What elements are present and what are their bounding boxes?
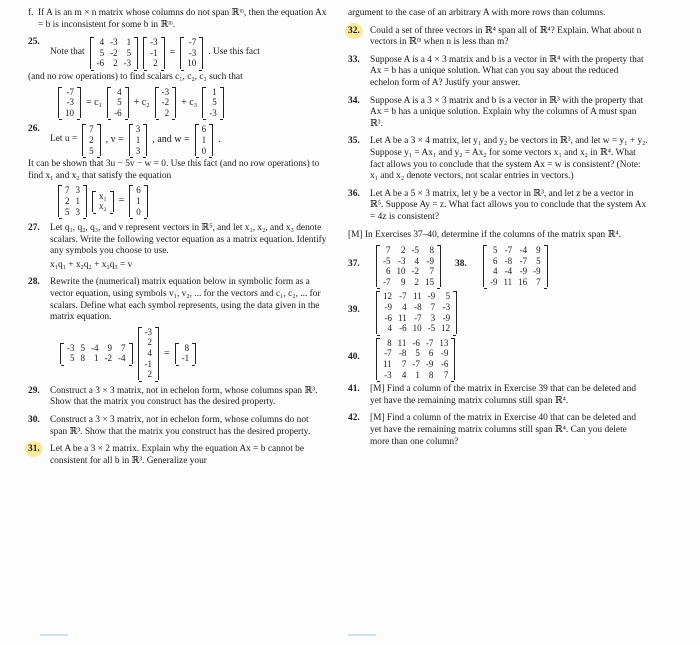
exercise-number: 27.	[28, 223, 40, 234]
exercise-number: 29.	[28, 385, 40, 396]
lead-text: Let u =	[50, 134, 78, 145]
tail-text: . Use this fact	[208, 47, 260, 58]
matrix-entry: 2	[113, 58, 118, 69]
matrix-entry: 8	[80, 353, 85, 364]
matrix	[92, 191, 114, 212]
matrix-entry: 8	[428, 369, 434, 380]
exercise-number: 31.	[28, 444, 40, 455]
exercise-text: Could a set of three vectors in ℝ⁴ span all of ℝ⁴? Explain. What about n vectors in ℝᵐ when n is less than m?	[370, 25, 642, 48]
exercise-number: 30.	[28, 415, 40, 425]
matrix-entry: 12	[383, 291, 392, 302]
matrix-entry: -7	[519, 255, 528, 266]
matrix-entry: 2	[164, 107, 170, 118]
matrix-entry: 8	[429, 245, 434, 256]
matrix-entry: 7	[401, 359, 407, 370]
matrix-entry: -7	[399, 291, 407, 302]
matrix-entry: 10	[412, 323, 422, 334]
matrix-entry: 4	[402, 302, 407, 313]
equation-row: 7 3 2 1 5 3 x₁ x₂ = 6 1 0	[58, 185, 328, 217]
matrix-entry: 9	[536, 245, 541, 256]
exercise-42	[348, 413, 648, 448]
matrix-entry: 5	[80, 342, 85, 353]
section-intro: [M] In Exercises 37–40, determine if the columns of the matrix span ℝ⁴.	[348, 229, 621, 240]
exercise-32	[348, 26, 648, 49]
matrix-entry: 1	[135, 134, 141, 145]
matrix-entry: 6	[136, 185, 141, 196]
matrix-entry: 5	[212, 97, 217, 108]
matrix-entry: 1	[94, 353, 99, 364]
matrix-entry: 8	[387, 337, 392, 348]
matrix-entry: -8	[414, 302, 422, 313]
exercise-text: [M] Find a column of the matrix in Exercise 40 that can be deleted and yet have the remaining matrix columns still span ℝ⁴. Can you delete more than one column?	[370, 413, 637, 447]
matrix-entry: -7	[425, 337, 434, 348]
matrix-entry: 5	[89, 145, 94, 156]
matrix-entry: 3	[430, 312, 436, 323]
matrix-entry: 7	[65, 185, 70, 196]
exercise-number: 40.	[348, 351, 360, 362]
right-column	[348, 8, 648, 454]
matrix-entry: -7	[414, 312, 422, 323]
matrix-entry: -5	[411, 245, 419, 256]
matrix-entry: 5	[493, 245, 498, 256]
matrix-entry: -3	[398, 255, 406, 266]
matrix-entry: 2	[401, 245, 406, 256]
matrix-entry: -4	[91, 342, 99, 353]
matrix-entry: -9	[426, 255, 434, 266]
exercise-text: (and no row operations) to find scalars c₁, c₂, c₃ such that	[28, 71, 243, 82]
matrix-entry: 4	[117, 86, 122, 97]
exercise-text: [M] Find a column of the matrix in Exercise 39 that can be deleted and yet have the remaining matrix columns still span ℝ⁴.	[370, 384, 637, 406]
matrix-entry: -4	[504, 266, 513, 277]
matrix-entry: -9	[384, 302, 392, 313]
matrix-entry: 2	[153, 58, 158, 69]
matrix-entry: -9	[533, 266, 541, 277]
matrix-entry: -4	[519, 245, 528, 256]
exercise-number: 28.	[28, 277, 40, 288]
exercise-41	[348, 384, 648, 407]
exercise-text: Construct a 3 × 3 matrix, not in echelon form, whose columns span ℝ³. Show that the matrix you construct has the desired property.	[50, 385, 318, 408]
exercise-number: 25.	[28, 37, 40, 48]
matrix-entry: 3	[75, 206, 80, 217]
matrix-entry: 11	[413, 291, 422, 302]
matrix	[60, 343, 133, 364]
matrix-entry: 11	[398, 312, 407, 323]
matrix-entry: 10	[65, 107, 74, 118]
matrix-entry: -3	[384, 369, 392, 380]
equation-row: Note that 4 -3 1 5 -2 5 -6 2 -3 -3 -1 2 = -7 -3 10 . Use this fact	[50, 37, 260, 69]
matrix-entry: 2	[89, 134, 94, 145]
matrix-entry: -7	[384, 348, 392, 359]
exercise-text: Let q₁, q₂, q₃, and v represent vectors in ℝ⁵, and let x₁, x₂, and x₃ denote scalars. Write the following vector equation as a matrix equation. Identify any symbols you choose to use.	[50, 223, 327, 257]
matrix-entry: 11	[503, 276, 513, 287]
matrix-entry: -3	[150, 37, 158, 48]
matrix-entry: 7	[536, 276, 541, 287]
equation-row: -7 -3 10 = c₁ 4 5 -6 + c₂ -3 -2 2 + c₃ 1 5 -3	[58, 87, 328, 119]
exercise-25	[28, 37, 328, 118]
matrix-entry: 8	[184, 342, 190, 353]
exercise-f	[28, 8, 328, 31]
exercise-33	[348, 55, 648, 90]
matrix-entry: 0	[201, 145, 207, 156]
matrix-entry: -3	[110, 37, 118, 48]
matrix-entry: -9	[425, 359, 434, 370]
matrix-entry: 7	[430, 302, 436, 313]
exercise-37-38	[348, 245, 648, 287]
exercise-text: Rewrite the (numerical) matrix equation below in symbolic form as a vector equation, using symbols v₁, v₂, ... for the vectors and c₁, c₂, ... for scalars. Define what each symbol represents, using the data given in the matrix equation.	[50, 277, 321, 323]
exercise-text: Construct a 3 × 3 matrix, not in echelon form, whose columns do not span ℝ³. Show that the matrix you construct has the desired property.	[50, 415, 311, 437]
matrix	[107, 87, 129, 119]
matrix-entry: 3	[75, 185, 80, 196]
matrix-entry: -2	[110, 47, 118, 58]
equation-row: Let u = 7 2 5 , v = 3 1 3 , and w = 6 1 0 .	[50, 124, 221, 156]
matrix-entry: 4	[414, 255, 419, 266]
matrix-entry: 2	[147, 369, 152, 380]
matrix-entry: -3	[123, 58, 132, 69]
matrix-entry: -3	[188, 47, 197, 58]
matrix-entry: -1	[181, 353, 190, 364]
exercise-29	[28, 386, 328, 409]
matrix-entry: -3	[442, 302, 451, 313]
page-rule	[348, 634, 376, 636]
matrix-entry: 7	[386, 245, 391, 256]
matrix-entry: -6	[114, 107, 122, 118]
matrix-entry: -9	[442, 312, 451, 323]
matrix-entry: -9	[440, 348, 449, 359]
matrix-entry: 5	[536, 255, 541, 266]
matrix-entry: 11	[397, 337, 407, 348]
matrix-entry: -4	[118, 353, 126, 364]
matrix-entry: 16	[518, 276, 528, 287]
matrix-entry: -7	[412, 359, 420, 370]
matrix-entry: -8	[398, 348, 407, 359]
page-rule	[40, 634, 68, 636]
matrix	[195, 124, 214, 156]
matrix-entry: 11	[383, 359, 392, 370]
matrix-entry: 5	[65, 206, 70, 217]
matrix-entry: 2	[65, 195, 70, 206]
matrix	[180, 37, 203, 69]
matrix-entry: -2	[104, 353, 112, 364]
lead-text: Note that	[50, 47, 85, 58]
matrix-entry: -8	[504, 255, 513, 266]
exercise-34	[348, 96, 648, 131]
matrix	[82, 124, 101, 156]
continued-text: argument to the case of an arbitrary A with more rows than columns.	[348, 8, 606, 18]
exercise-text: Suppose A is a 4 × 3 matrix and b is a vector in ℝ⁴ with the property that Ax = b has a unique solution. What can you say about the reduced echelon form of A? Justify your answer.	[370, 54, 644, 88]
matrix-entry: 0	[136, 206, 141, 217]
exercise-number: 37.	[348, 259, 360, 270]
matrix-entry: -7	[188, 37, 197, 48]
matrix-entry: 7	[89, 124, 94, 135]
matrix-entry: 12	[441, 323, 451, 334]
matrix-entry: -7	[383, 276, 391, 287]
matrix-entry: -2	[411, 266, 419, 277]
matrix-entry: -9	[490, 276, 498, 287]
matrix	[202, 87, 224, 119]
matrix-entry: -6	[440, 359, 449, 370]
exercise-27	[28, 223, 328, 271]
matrix-entry: -7	[504, 245, 513, 256]
matrix	[143, 37, 165, 69]
matrix-entry: -7	[66, 86, 74, 97]
equation: x₁q₁ + x₂q₂ + x₃q₃ = v	[50, 259, 133, 270]
matrix-entry: -2	[161, 97, 170, 108]
exercise-number: 42.	[348, 413, 360, 424]
matrix-entry: 5	[117, 97, 122, 108]
matrix-entry: 4	[147, 348, 152, 359]
matrix-entry: 5	[70, 353, 75, 364]
exercise-number: 34.	[348, 95, 360, 106]
exercise-39	[348, 291, 648, 333]
exercise-35	[348, 136, 648, 182]
matrix-entry: 9	[401, 276, 406, 287]
matrix-entry: 5	[415, 348, 420, 359]
matrix-entry: -6	[399, 323, 407, 334]
exercise-31	[28, 444, 328, 467]
exercise-number: 35.	[348, 136, 360, 147]
matrix-entry: -3	[161, 86, 170, 97]
matrix	[175, 343, 197, 364]
matrix	[376, 245, 441, 287]
matrix-entry: -5	[427, 323, 436, 334]
matrix-entry: -1	[144, 358, 152, 369]
matrix-entry: -6	[384, 312, 392, 323]
exercise-number: 26.	[28, 124, 40, 135]
matrix-entry: 7	[429, 266, 434, 277]
matrix-entry: -6	[96, 58, 105, 69]
matrix-entry: -9	[427, 291, 436, 302]
exercise-28	[28, 277, 328, 379]
matrix-entry: -3	[66, 97, 74, 108]
matrix-entry: x₂	[99, 201, 107, 212]
equation-row: -3 5 -4 9 7 5 8 1 -2 -4 -3 2 4 -1 2 = 8 -1	[60, 327, 328, 380]
matrix-entry: -3	[144, 326, 152, 337]
matrix-entry: 5	[445, 291, 451, 302]
matrix-entry: 2	[414, 276, 419, 287]
matrix-entry: 7	[121, 342, 126, 353]
matrix-entry: 1	[415, 369, 420, 380]
exercise-text: Let A be a 5 × 3 matrix, let y be a vector in ℝ³, and let z be a vector in ℝ⁵. Suppose Ay = z. What fact allows you to conclude that the system Ax = 4z is consistent?	[370, 188, 647, 222]
matrix-entry: 6	[428, 348, 434, 359]
matrix-entry: 10	[187, 58, 197, 69]
exercise-number: f.	[28, 8, 34, 18]
matrix-entry: 4	[387, 323, 392, 334]
exercise-text: It can be shown that 3u − 5v − w = 0. Use this fact (and no row operations) to find x₁ and x₂ that satisfy the equation	[28, 159, 320, 181]
exercise-number: 36.	[348, 188, 360, 199]
matrix	[155, 87, 177, 119]
matrix-entry: x₁	[99, 190, 107, 201]
matrix-entry: 4	[493, 266, 498, 277]
exercise-number: 32.	[348, 25, 360, 36]
matrix-entry: -1	[150, 47, 158, 58]
matrix-entry: 15	[425, 276, 434, 287]
matrix	[376, 291, 457, 333]
exercise-text: Suppose A is a 3 × 3 matrix and b is a vector in ℝ³ with the property that Ax = b has a unique solution. Explain why the columns of A must span ℝ³.	[370, 95, 644, 129]
exercise-40	[348, 338, 648, 380]
exercise-number: 39.	[348, 305, 360, 316]
matrix	[483, 245, 548, 287]
matrix-entry: 5	[126, 47, 132, 58]
exercise-30	[28, 415, 328, 438]
left-column	[28, 8, 328, 473]
matrix	[376, 338, 455, 380]
matrix-entry: -9	[519, 266, 528, 277]
exercise-text: Let A be a 3 × 2 matrix. Explain why the equation Ax = b cannot be consistent for all b in ℝ³. Generalize your	[50, 444, 305, 466]
matrix	[90, 37, 139, 69]
matrix-entry: 1	[136, 195, 141, 206]
exercise-number: 38.	[455, 259, 467, 270]
matrix-entry: 6	[201, 124, 207, 135]
matrix	[58, 185, 87, 217]
matrix-entry: 6	[386, 266, 391, 277]
matrix-entry: 4	[401, 369, 407, 380]
matrix-entry: -3	[209, 107, 217, 118]
matrix-entry: 10	[396, 266, 406, 277]
matrix-entry: -6	[412, 337, 420, 348]
matrix-entry: 1	[212, 86, 217, 97]
matrix	[129, 185, 148, 217]
matrix-entry: 1	[126, 37, 132, 48]
matrix	[138, 327, 160, 380]
matrix-entry: 5	[99, 47, 105, 58]
matrix-entry: 6	[493, 255, 498, 266]
exercise-text: Let A be a 3 × 4 matrix, let y₁ and y₂ be vectors in ℝ³, and let w = y₁ + y₂. Suppose y₁ = Ax₁ and y₂ = Ax₂ for some vectors x₁ and x₂ in ℝ⁴. What fact allows you to conclude that the system Ax = w is consistent? (Note: x₁ and x₂ denote vectors, not scalar entries in vectors.)	[370, 136, 648, 182]
exercise-26	[28, 124, 328, 217]
matrix-entry: 3	[135, 145, 141, 156]
exercise-number: 41.	[348, 384, 360, 395]
matrix-entry: 4	[99, 37, 105, 48]
matrix-entry: 3	[135, 124, 141, 135]
matrix-entry: 7	[443, 369, 449, 380]
exercise-number: 33.	[348, 54, 360, 65]
matrix-entry: 1	[75, 195, 80, 206]
exercise-36	[348, 189, 648, 224]
matrix	[58, 87, 81, 119]
matrix-entry: 9	[107, 342, 112, 353]
matrix-entry: 2	[147, 337, 152, 348]
exercise-text: If A is an m × n matrix whose columns do not span ℝᵐ, then the equation Ax = b is inconsistent for some b in ℝᵐ.	[38, 8, 327, 30]
matrix-entry: -5	[383, 255, 391, 266]
matrix-entry: -3	[67, 342, 75, 353]
matrix-entry: 13	[439, 337, 449, 348]
matrix	[129, 124, 148, 156]
matrix-entry: 1	[201, 134, 207, 145]
